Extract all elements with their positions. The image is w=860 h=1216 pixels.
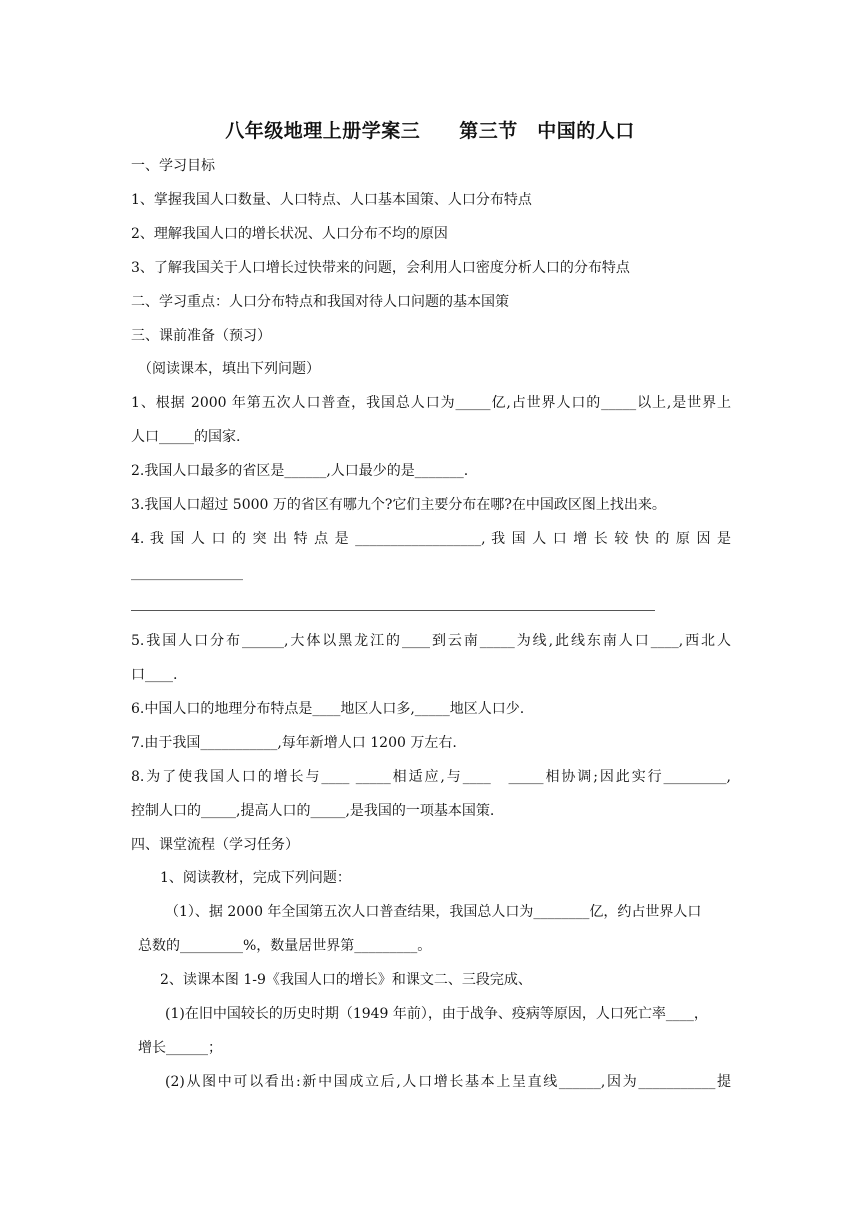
question-2: 2.我国人口最多的省区是______,人口最少的是_______. bbox=[131, 463, 469, 479]
question-4-line-2: ________________ bbox=[131, 565, 243, 581]
question-1-line-2: 人口_____的国家. bbox=[131, 429, 241, 445]
question-1-line-1: 1、根据 2000 年第五次人口普查，我国总人口为_____亿,占世界人口的_____以上,是世界上 bbox=[131, 395, 731, 411]
goal-item-3: 3、了解我国关于人口增长过快带来的问题，会利用人口密度分析人口的分布特点 bbox=[131, 260, 630, 276]
prep-note: （阅读课本，填出下列问题） bbox=[138, 361, 320, 377]
question-8-line-2: 控制人口的_____,提高人口的_____,是我国的一项基本国策. bbox=[131, 803, 495, 819]
question-6: 6.中国人口的地理分布特点是____地区人口多,_____地区人口少. bbox=[131, 701, 525, 717]
task-1-1-line-2: 总数的_________%，数量居世界第_________。 bbox=[138, 938, 432, 954]
question-7: 7.由于我国___________,每年新增人口 1200 万左右. bbox=[131, 735, 457, 751]
section-focus: 二、学习重点：人口分布特点和我国对待人口问题的基本国策 bbox=[131, 294, 509, 310]
section-heading-prep: 三、课前准备（预习） bbox=[131, 328, 271, 344]
task-2-1-line-2: 增长______； bbox=[138, 1040, 222, 1056]
task-1-1-line-1: （1）、据 2000 年全国第五次人口普查结果，我国总人口为________亿，约占世界人口 bbox=[165, 904, 702, 920]
task-2-1-line-1: (1)在旧中国较长的历史时期（1949 年前），由于战争、疫病等原因，人口死亡率____， bbox=[165, 1006, 708, 1022]
page-title: 八年级地理上册学案三 第三节 中国的人口 bbox=[225, 120, 635, 142]
question-4-line-1: 4. 我 国 人 口 的 突 出 特 点 是 __________________, 我 国 人 口 增 长 较 快 的 原 因 是 bbox=[131, 531, 731, 547]
question-5-line-1: 5.我国人口分布______,大体以黑龙江的____到云南_____为线,此线东南人口____,西北人 bbox=[131, 633, 731, 649]
question-3: 3.我国人口超过 5000 万的省区有哪九个?它们主要分布在哪?在中国政区图上找出来。 bbox=[131, 497, 666, 513]
goal-item-2: 2、理解我国人口的增长状况、人口分布不均的原因 bbox=[131, 226, 448, 242]
question-8-line-1: 8.为了使我国人口的增长与____ _____相适应,与____ _____相协调;因此实行_________, bbox=[131, 769, 731, 785]
section-heading-class: 四、课堂流程（学习任务） bbox=[131, 837, 299, 853]
goal-item-1: 1、掌握我国人口数量、人口特点、人口基本国策、人口分布特点 bbox=[131, 192, 532, 208]
task-2-2: (2)从图中可以看出:新中国成立后,人口增长基本上呈直线______,因为___________提 bbox=[165, 1074, 731, 1090]
answer-rule bbox=[131, 610, 655, 611]
task-1: 1、阅读教材，完成下列问题： bbox=[160, 870, 351, 886]
section-heading-goals: 一、学习目标 bbox=[131, 158, 215, 174]
task-2: 2、读课本图 1-9《我国人口的增长》和课文二、三段完成、 bbox=[160, 972, 532, 988]
question-5-line-2: 口____. bbox=[131, 667, 178, 683]
